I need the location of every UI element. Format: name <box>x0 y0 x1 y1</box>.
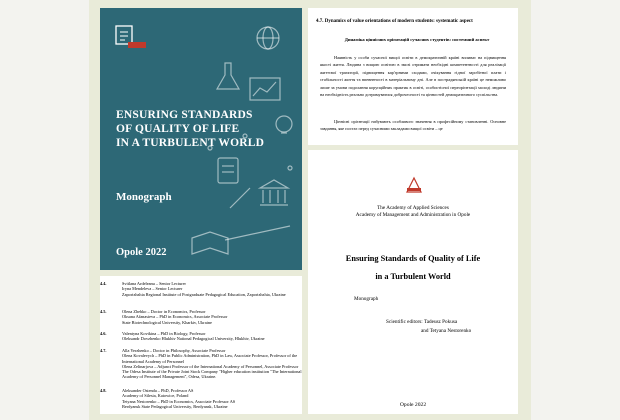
entry-number: 4.6. <box>100 331 107 336</box>
author-entry <box>100 281 302 297</box>
author-line: Oleksandr Dovzhenko Hlukhiv National Pedagogical University, Hlukhiv, Ukraine <box>122 336 265 342</box>
monograph-label: Monograph <box>354 296 379 302</box>
author-line: Oksana Afanasieva – PhD in Economics, Associate Professor <box>122 314 228 320</box>
author-line: Olena Kovalevych – PhD in Public Administration, PhD in Law, Associate Professor, Professor of the International Academy of Personnel <box>122 353 298 364</box>
author-entry <box>100 309 302 325</box>
paragraph: Наявність у особи сучасної вищої освіти в демократичній країні впливає на підвищення якості життя. Людина з вищою освітою в змозі отримати необхідні компетентності для реалізації життєвої траєкторії, підвищення кар'єрними сходами, очікування гідної заробітної плати і стабільності життя та впевненості в матеріальному дні. Але в пострадянській країні це неможливо лише за умови подолання корупційних практик в освіті, особистісної переорієнтації молоді людини на необхідність реально дотримуватися доброчесності та цінностей демократичного суспільства. <box>320 55 506 98</box>
cover-title-line: IN A TURBULENT WORLD <box>116 137 265 149</box>
author-line: Zaporizhzhia Regional Institute of Postgraduate Pedagogical Education, Zaporizhzhia, Ukraine <box>122 291 286 297</box>
book-title-line: Ensuring Standards of Quality of Life <box>345 254 481 263</box>
cover-title <box>116 108 294 150</box>
author-line: Berdyansk State Pedagogical University, Berdyansk, Ukraine <box>122 403 228 409</box>
institution-line: The Academy of Applied Sciences <box>377 205 449 211</box>
author-line: Alla Yerzhenko – Doctor in Philosophy, Associate Professor <box>122 348 226 353</box>
entry-number: 4.7. <box>100 348 107 353</box>
section-heading: 4.7. Dynamics of value orientations of modern students: systematic aspect <box>316 19 473 24</box>
author-entry <box>100 388 302 409</box>
book-cover <box>100 8 302 270</box>
author-line: Svitlana Ardeleanu – Senior Lecturer <box>122 281 186 286</box>
author-line: Olena Zhebko – Doctor in Economics, Professor <box>122 309 206 314</box>
book-title-line: in a Turbulent World <box>375 272 451 281</box>
author-entry <box>100 348 302 380</box>
author-line: The Odesa Institute of the Private Joint Stock Company "Higher education institution "The International Academy of Personnel Management", Odesa, Ukraine. <box>122 369 302 380</box>
cover-title-line: ENSURING STANDARDS <box>116 109 253 121</box>
editors-line: Scientific editors: Tadeusz Pokusa <box>386 319 458 325</box>
cover-monograph-label: Monograph <box>116 191 172 203</box>
author-line: Olena Zelinarjova – Adjunct Professor of the International Academy of Personnel, Associate Professor <box>122 363 299 369</box>
author-line: State Biotechnological University, Kharkiv, Ukraine <box>122 319 212 325</box>
section-subtitle: Динаміка ціннісних орієнтацій сучасних студентів: системний аспект <box>344 37 490 42</box>
author-line: Iryna Mendeleva – Senior Lecturer <box>122 286 183 292</box>
cover-place-year: Opole 2022 <box>116 247 167 258</box>
authors-page <box>100 276 302 414</box>
author-line: Tetyana Nestorenko – PhD in Economics, Associate Professor AS <box>122 398 236 404</box>
editors-line: and Tetyana Nestorenko <box>421 328 472 334</box>
institution-line: Academy of Management and Administration in Opole <box>355 212 471 218</box>
academy-emblem-icon <box>404 175 424 195</box>
paragraph: Ціннісні орієнтації набувають особливого значення в професійному становленні. Основне завдання, яке постає перед сучасними закладами вищої освіти – це <box>320 119 506 132</box>
title-page <box>308 150 518 414</box>
entry-number: 4.5. <box>100 309 107 314</box>
place-year: Opole 2022 <box>399 402 427 408</box>
chapter-text-page <box>308 8 518 145</box>
cover-title-line: OF QUALITY OF LIFE <box>116 123 240 135</box>
entry-number: 4.4. <box>100 281 107 286</box>
book-title <box>308 250 518 286</box>
entry-number: 4.8. <box>100 388 107 393</box>
academy-logo-icon <box>112 20 152 60</box>
author-line: Valentyna Kovtkina – PhD in Biology, Professor <box>122 331 206 336</box>
author-entry <box>100 331 302 342</box>
author-line: Academy of Silesia, Katowice, Poland <box>122 393 189 399</box>
author-line: Aleksander Ostenda – PhD, Professor AS <box>122 388 194 393</box>
institution-name <box>308 205 518 219</box>
scientific-editors <box>386 318 471 336</box>
